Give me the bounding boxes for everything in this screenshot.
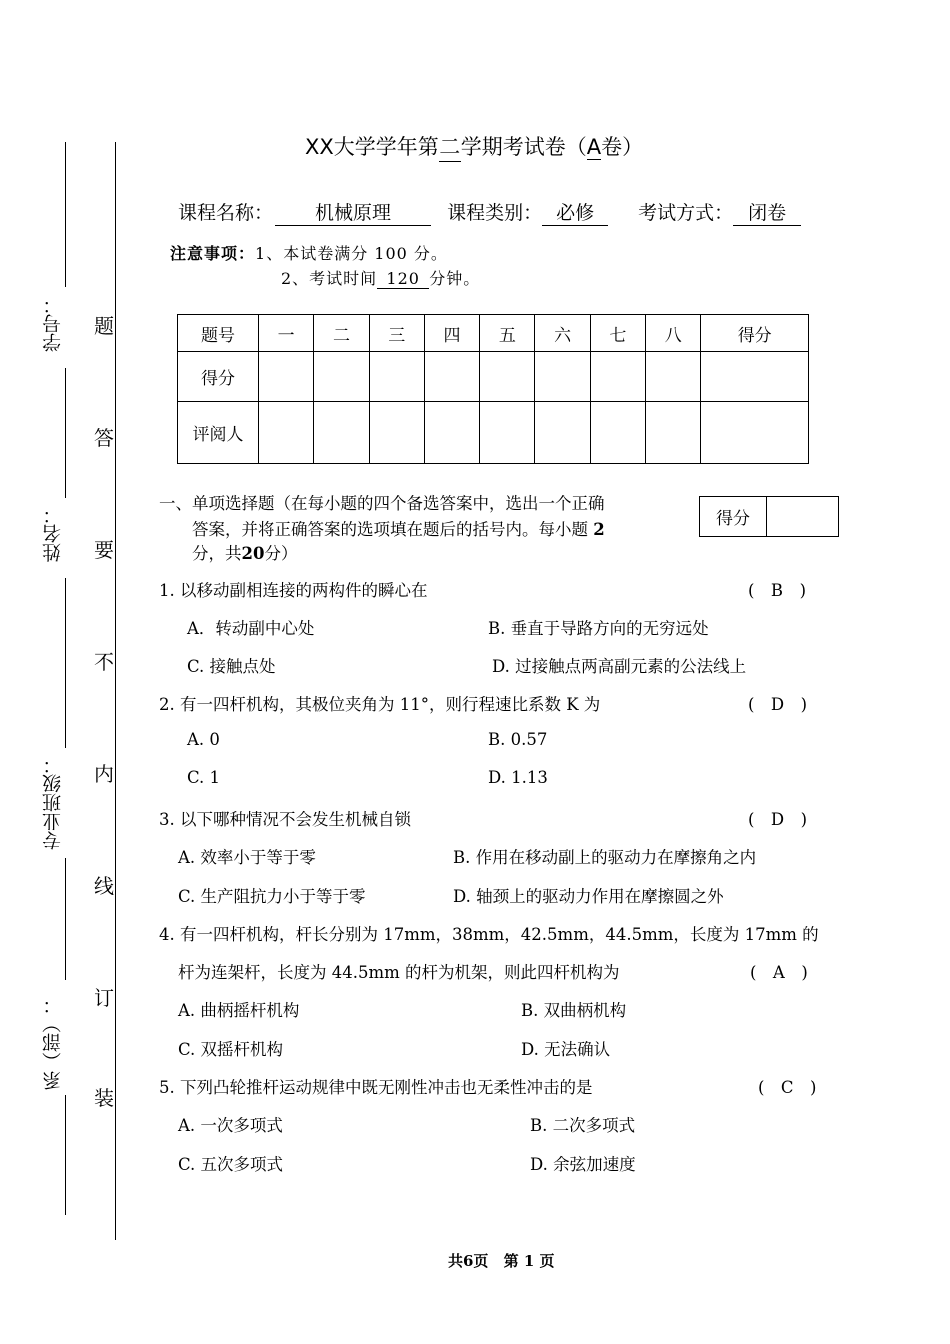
- score-cell[interactable]: [535, 352, 590, 402]
- margin-line-outer-4: [65, 858, 66, 980]
- section1-heading-line3-pre: 分，共: [192, 544, 242, 563]
- question-4-answer: ( A ): [750, 963, 808, 982]
- notice-item-2-suffix: 分钟。: [429, 269, 481, 288]
- score-table-header-row: [178, 315, 809, 352]
- margin-line-outer-1: [65, 142, 66, 287]
- score-table-header: 五: [480, 315, 535, 352]
- course-name-label: 课程名称：: [178, 202, 274, 224]
- title-semester: 二: [439, 131, 461, 162]
- section1-heading-line3: [192, 540, 297, 564]
- question-5-option-c: C. 五次多项式: [178, 1155, 284, 1174]
- question-4-option-d: D. 无法确认: [521, 1040, 611, 1059]
- page-number: 第 1 页: [503, 1252, 555, 1270]
- score-table-header: 三: [369, 315, 424, 352]
- title-mid2: 学期考试卷（: [460, 135, 587, 159]
- margin-char: 题: [94, 314, 114, 338]
- question-2-option-a: A. 0: [187, 730, 220, 749]
- question-4-option-b: B. 双曲柄机构: [521, 1001, 627, 1020]
- question-3-answer: ( D ): [748, 810, 808, 829]
- score-cell[interactable]: [369, 352, 424, 402]
- score-cell[interactable]: [646, 352, 701, 402]
- question-3-option-a: A. 效率小于等于零: [178, 848, 316, 867]
- margin-char: 答: [94, 426, 114, 450]
- section1-heading-line3-post: 分）: [264, 544, 298, 563]
- title-paper-type: A: [586, 135, 602, 159]
- notice-exam-duration: 120: [377, 269, 429, 289]
- course-type-label: 课程类别：: [447, 202, 543, 224]
- question-2-option-d: D. 1.13: [488, 768, 548, 787]
- question-4-stem: 4. 有一四杆机构，杆长分别为 17mm，38mm，42.5mm，44.5mm，长度为 17mm 的: [159, 925, 819, 944]
- reviewer-cell[interactable]: [646, 402, 701, 464]
- score-cell[interactable]: [480, 352, 535, 402]
- margin-char: 线: [94, 874, 114, 898]
- margin-char: 装: [94, 1086, 114, 1110]
- title-end: 卷）: [601, 135, 644, 159]
- score-table-header: 题号: [178, 315, 259, 352]
- score-table-header: 四: [424, 315, 479, 352]
- question-5-option-d: D. 余弦加速度: [530, 1155, 636, 1174]
- score-table-header: 六: [535, 315, 590, 352]
- reviewer-cell[interactable]: [369, 402, 424, 464]
- question-4-option-c: C. 双摇杆机构: [178, 1040, 284, 1059]
- question-1-option-d: D. 过接触点两高副元素的公法线上: [492, 657, 747, 676]
- margin-line-outer-3: [65, 578, 66, 748]
- course-info-row: [178, 198, 801, 226]
- notice-item-1: 1、本试卷满分 100 分。: [255, 244, 448, 263]
- question-3-option-c: C. 生产阻抗力小于等于零: [178, 887, 366, 906]
- section1-heading-line2: [192, 516, 605, 540]
- score-row-label: 得分: [178, 352, 259, 402]
- reviewer-cell[interactable]: [590, 402, 645, 464]
- page-footer: [448, 1250, 555, 1271]
- question-2-stem: 2. 有一四杆机构，其极位夹角为 11°，则行程速比系数 K 为: [159, 695, 601, 714]
- course-type-value: 必修: [542, 198, 608, 226]
- score-cell[interactable]: [259, 352, 314, 402]
- exam-title: [305, 131, 643, 162]
- reviewer-cell[interactable]: [314, 402, 369, 464]
- question-5-stem: 5. 下列凸轮推杆运动规律中既无刚性冲击也无柔性冲击的是: [159, 1078, 593, 1097]
- section1-score-box: [699, 496, 839, 537]
- question-5-option-a: A. 一次多项式: [178, 1116, 283, 1135]
- margin-char: 不: [94, 650, 114, 674]
- question-3-option-b: B. 作用在移动副上的驱动力在摩擦角之内: [453, 848, 757, 867]
- section1-score-cell[interactable]: [767, 497, 839, 537]
- reviewer-row: [178, 402, 809, 464]
- margin-field-name: 姓名：: [42, 505, 64, 562]
- question-4-option-a: A. 曲柄摇杆机构: [178, 1001, 300, 1020]
- question-2-option-b: B. 0.57: [488, 730, 548, 749]
- question-5-option-b: B. 二次多项式: [530, 1116, 636, 1135]
- reviewer-row-label: 评阅人: [178, 402, 259, 464]
- margin-line-inner: [115, 142, 116, 1240]
- page-total: 共6页: [448, 1252, 489, 1270]
- margin-char: 订: [94, 986, 114, 1010]
- score-table-header: 得分: [701, 315, 809, 352]
- notice-label: 注意事项：: [170, 244, 256, 263]
- score-cell[interactable]: [590, 352, 645, 402]
- exam-mode-label: 考试方式：: [638, 202, 734, 224]
- question-1-option-a: A．转动副中心处: [187, 619, 315, 638]
- score-table: [177, 314, 809, 464]
- margin-field-student-id: 学号：: [42, 295, 64, 352]
- question-1-answer: ( B ): [748, 581, 806, 600]
- section1-score-label: 得分: [700, 497, 767, 537]
- question-2-answer: ( D ): [748, 695, 808, 714]
- margin-char: 要: [94, 538, 114, 562]
- score-cell[interactable]: [424, 352, 479, 402]
- question-1-option-b: B. 垂直于导路方向的无穷远处: [488, 619, 709, 638]
- score-cell[interactable]: [701, 352, 809, 402]
- reviewer-cell[interactable]: [424, 402, 479, 464]
- score-table-header: 一: [259, 315, 314, 352]
- score-table-header: 二: [314, 315, 369, 352]
- notice-item-2-prefix: 2、考试时间: [281, 269, 378, 288]
- question-3-option-d: D. 轴颈上的驱动力作用在摩擦圆之外: [453, 887, 724, 906]
- reviewer-cell[interactable]: [535, 402, 590, 464]
- section1-heading-line1: 一、单项选择题（在每小题的四个备选答案中，选出一个正确: [159, 494, 605, 513]
- margin-field-class: 专业班级：: [42, 755, 64, 850]
- question-4-stem-cont: 杆为连架杆，长度为 44.5mm 的杆为机架，则此四杆机构为: [178, 963, 620, 982]
- question-1-option-c: C. 接触点处: [187, 657, 276, 676]
- score-table-header: 七: [590, 315, 645, 352]
- question-5-answer: ( C ): [758, 1078, 817, 1097]
- score-row: [178, 352, 809, 402]
- question-2-option-c: C. 1: [187, 768, 221, 787]
- section1-points-each: 2: [593, 520, 605, 539]
- notice-line-1: [170, 241, 448, 264]
- margin-line-outer-5: [65, 1095, 66, 1215]
- exam-mode-value: 闭卷: [733, 198, 801, 226]
- section1-points-total: 20: [241, 544, 265, 563]
- notice-line-2: [281, 266, 480, 289]
- question-1-stem: 1. 以移动副相连接的两构件的瞬心在: [159, 581, 428, 600]
- reviewer-cell[interactable]: [701, 402, 809, 464]
- margin-field-department: 系（部）：: [42, 995, 64, 1090]
- margin-line-outer-2: [65, 368, 66, 498]
- section1-heading-line2-text: 答案，并将正确答案的选项填在题后的括号内。每小题: [192, 520, 588, 539]
- question-3-stem: 3. 以下哪种情况不会发生机械自锁: [159, 810, 411, 829]
- course-name-value: 机械原理: [275, 198, 431, 226]
- title-mid: 学年第: [375, 135, 439, 159]
- title-university: XX大学: [305, 135, 376, 159]
- reviewer-cell[interactable]: [259, 402, 314, 464]
- margin-char: 内: [94, 762, 114, 786]
- score-cell[interactable]: [314, 352, 369, 402]
- score-table-header: 八: [646, 315, 701, 352]
- reviewer-cell[interactable]: [480, 402, 535, 464]
